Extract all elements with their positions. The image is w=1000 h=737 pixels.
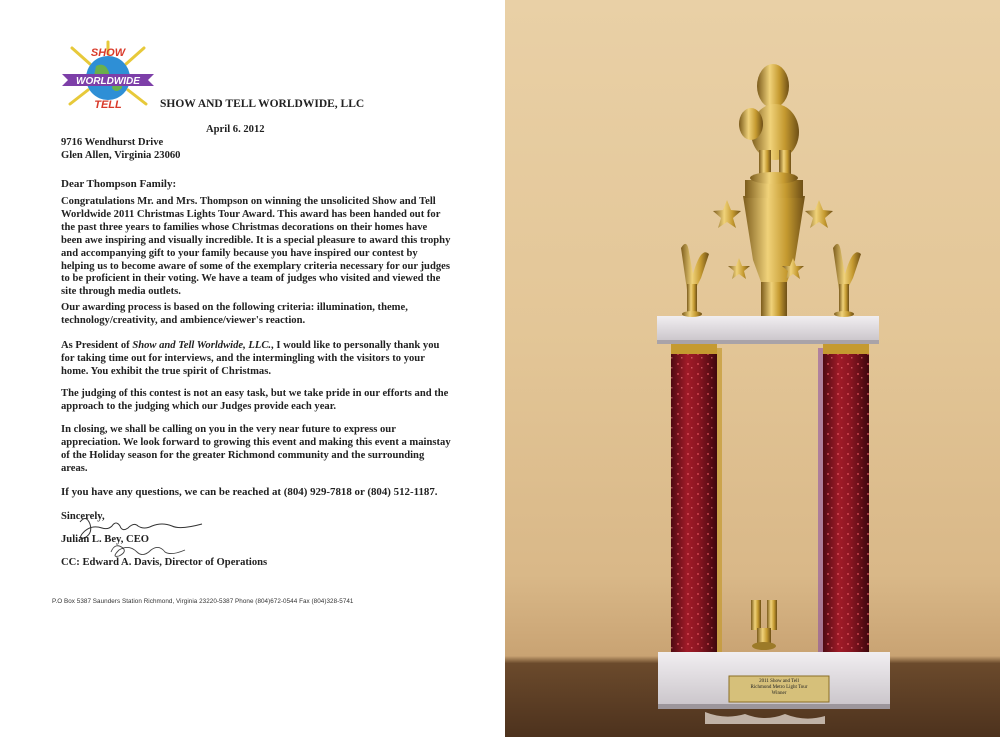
contact-paragraph: If you have any questions, we can be reached at (804) 929-7818 or (804) 512-1187. [61,486,438,498]
letter-date: April 6. 2012 [206,124,265,135]
trophy-illustration [505,0,1000,737]
center-cup [743,180,805,316]
address-line-1: 9716 Wendhurst Drive [61,137,164,148]
logo-middle-text: WORLDWIDE [76,76,140,87]
paragraph-3-suffix: , I would like to personally thank you for taking time out for interviews, and the intermingling with the visitors to your home. You exhibit the true spirit of Christmas. [61,340,440,377]
salutation: Dear Thompson Family: [61,178,177,190]
show-and-tell-logo [60,40,156,112]
year-figurine [751,600,777,650]
santa-figurine [739,64,799,184]
right-wing-cup [833,244,861,317]
paragraph-3-prefix: As President of [61,340,133,351]
doily [705,712,825,724]
plate-line-1: 2011 Show and Tell [759,679,799,684]
company-name-italic: Show and Tell Worldwide, LLC. [132,340,272,351]
top-marble-shelf [657,316,879,342]
trophy-photo [505,0,1000,737]
plate-line-3: Winner [771,691,787,696]
address-line-2: Glen Allen, Virginia 23060 [61,150,181,161]
body-paragraph-1: Congratulations Mr. and Mrs. Thompson on winning the unsolicited Show and Tell Worldwide 2011 Christmas Lights Tour Award. This award has been handed out for the past three years to families whose Christmas decorations on their homes have been awe inspiring and visually incredible. It is a special pleasure to award this trophy and accompanying gift to your family because you have inspired our contest by helping us to become aware of some of the exemplary criteria necessary for our judges to be proficient in their voting. We have a team of judges who visited and viewed the site through media outlets. [61,196,451,298]
cc-line: CC: Edward A. Davis, Director of Operations [61,557,268,568]
left-wing-cup [681,244,709,317]
body-paragraph-4: The judging of this contest is not an easy task, but we take pride in our efforts and the approach to the judging which our Judges provide each year. [61,388,449,412]
body-paragraph-5: In closing, we shall be calling on you in the very near future to express our appreciation. We look forward to growing this event and making this event a mainstay of the Holiday season for the greater Richmond community and the surrounding areas. [61,424,451,474]
plate-inscription [729,679,829,697]
logo-bottom-text: TELL [94,99,122,111]
letter-footer: P.O Box 5387 Saunders Station Richmond, Virginia 23220-5387 Phone (804)672-0544 Fax (804)328-5741 [52,598,354,605]
logo-top-text: SHOW [90,47,126,59]
plate-line-2: Richmond Metro Light Tour [750,685,808,690]
company-name: SHOW AND TELL WORLDWIDE, LLC [160,98,365,110]
signer-name: Julian L. Bey, CEO [61,534,150,545]
closing: Sincerely, [61,511,105,522]
body-paragraph-2: Our awarding process is based on the following criteria: illumination, theme, technology/creativity, and ambience/viewer's reaction. [61,302,408,326]
body-paragraph-3 [61,340,451,379]
